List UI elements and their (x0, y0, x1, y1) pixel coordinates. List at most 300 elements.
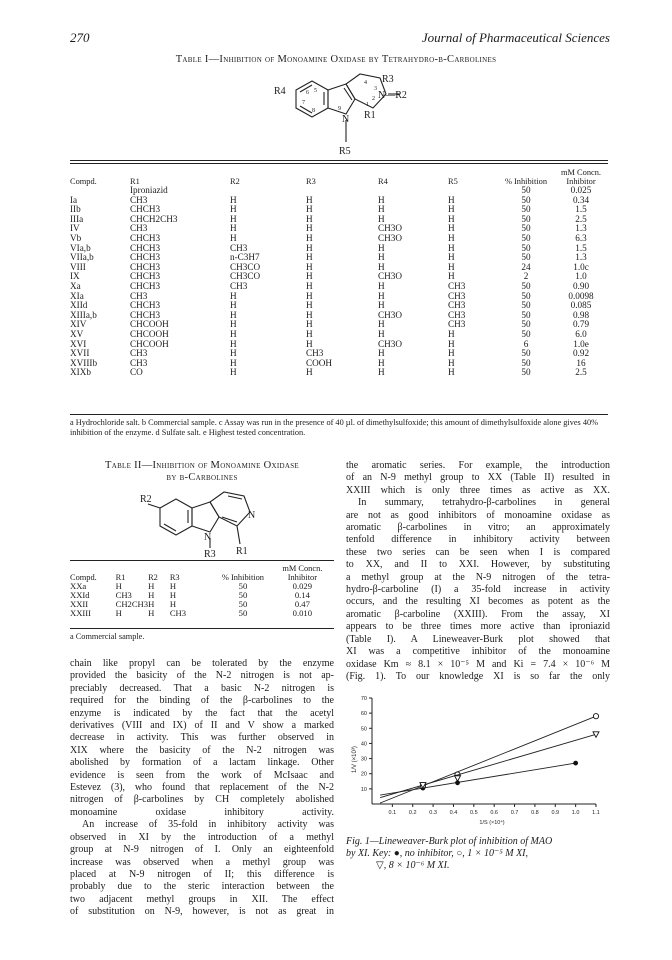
text-line: XXIII which is only three times as active as XX. (346, 484, 610, 496)
table1-cell: XIa (70, 290, 84, 301)
table1-cell: CHCH3 (130, 204, 161, 215)
table1-cell: H (448, 357, 455, 368)
text-line: of an N-9 methyl group to XX (Table II) resulted in (346, 472, 610, 484)
table1-cell: 6.3 (575, 232, 587, 243)
table1-cell (378, 186, 448, 196)
table1-cell: 50 (521, 300, 531, 311)
x-tick-label: 1.0 (571, 810, 580, 816)
text-line: preciably decreased. That a basic N-2 nitrogen is (70, 682, 334, 694)
table2-cell: H (148, 581, 155, 591)
y-axis-label: 1/V (×10³) (352, 746, 358, 773)
text-line: probably due to the steric interaction between the (70, 881, 334, 893)
table1-cell: CH3 (448, 280, 466, 291)
table1-cell: CHCH3 (130, 232, 161, 243)
table1-cell: CH3 (230, 280, 248, 291)
table1-cell: 50 (521, 290, 531, 301)
table1-cell: H (306, 338, 313, 349)
table1-row (70, 368, 608, 378)
text-line: occurs, and the resulting XI becomes as potent as the (346, 596, 610, 608)
table1-cell: H (448, 223, 455, 234)
table1-cell: H (378, 328, 385, 339)
table1-cell: 0.085 (570, 300, 592, 311)
table1-cell: H (230, 300, 237, 311)
table2-title (70, 460, 334, 484)
table1-cell (306, 186, 378, 196)
table2-cell: XXII (70, 599, 89, 609)
table2-footnote: a Commercial sample. (70, 632, 145, 641)
table1-cell: CHCH3 (130, 242, 161, 253)
text-line: are not as good inhibitors of monoamine oxidase as (346, 509, 610, 521)
y-tick-label: 70 (360, 696, 367, 702)
table1-cell: XV (70, 328, 84, 339)
table2-cell: H (148, 608, 155, 618)
table1-cell: CH3 (448, 319, 466, 330)
table2-cell: H (148, 599, 155, 609)
table1-cell: H (306, 319, 313, 330)
mol-pos-2: 2 (372, 96, 375, 102)
table1-cell: H (448, 271, 455, 282)
x-tick-label: 0.9 (551, 810, 560, 816)
table1-cell: 0.34 (572, 194, 590, 205)
y-tick-label: 20 (360, 771, 367, 778)
y-tick-label: 60 (360, 711, 367, 718)
x-tick-label: 0.3 (429, 810, 437, 816)
t2-label-n9: N (204, 532, 212, 543)
mol-label-r5: R5 (339, 146, 351, 157)
table1-cell: H (306, 271, 313, 282)
table2-cell: CH2CH3 (115, 599, 149, 609)
t2-label-r3: R3 (204, 549, 216, 558)
x-tick-label: 0.8 (531, 810, 539, 816)
table1-cell: CH3 (130, 223, 148, 234)
table2-title-line1: Table II—Inhibition of Monoamine Oxidase (105, 460, 299, 471)
right-column-text (346, 460, 610, 683)
table2-cell: XXId (70, 590, 90, 600)
table2-rule-bottom (70, 628, 334, 629)
table1-cell: 1.5 (575, 204, 587, 215)
mol-label-r1: R1 (364, 110, 376, 121)
table1-cell: H (306, 194, 313, 205)
table1-cell: 50 (521, 204, 531, 215)
table1-header (70, 168, 608, 186)
table1-cell: H (448, 367, 455, 378)
x-tick-label: 0.7 (510, 810, 519, 816)
figure-caption-line1: Fig. 1—Lineweaver-Burk plot of inhibition of MAO (346, 836, 553, 847)
table1-cell: H (448, 232, 455, 243)
table1-cell: CHCH3 (130, 261, 161, 272)
text-line: of substitution on N-9, however, is not as great in (70, 906, 334, 918)
table2-cell: CH3 (115, 590, 132, 600)
table1-cell: CHCH3 (130, 309, 161, 320)
table1-cell: H (230, 213, 237, 224)
table1-cell: 50 (521, 242, 531, 253)
y-tick-label: 10 (360, 786, 367, 793)
table1-cell: H (306, 290, 313, 301)
table2-cell: 50 (238, 581, 248, 591)
table1-cell: H (378, 213, 385, 224)
table1-cell: 6 (523, 338, 529, 349)
text-line: (Table I). A Lineweaver-Burk plot showed that (346, 633, 610, 645)
table1-col-r1: R1 (130, 177, 140, 186)
table1-cell: Ia (70, 194, 78, 205)
table1-structure (260, 70, 430, 162)
table2-cell: XXa (70, 581, 87, 591)
table1-cell: 16 (576, 357, 586, 368)
figure-caption-line2: by XI. Key: ●, no inhibitor, ○, 1 × 10⁻⁵ M XI, (346, 848, 529, 859)
data-point-triangle (455, 776, 461, 782)
table1-cell: H (306, 213, 313, 224)
table1-col-r3: R3 (306, 177, 316, 186)
data-point-filled-circle (573, 761, 578, 766)
table1-cell: 0.92 (572, 348, 590, 359)
text-line: XIX where the basicity of the N-2 nitrogen was (70, 744, 334, 756)
table1-cell: CH3 (130, 194, 148, 205)
table2-col-compd: Compd. (70, 573, 97, 582)
table2-structure (140, 488, 280, 558)
text-line: required for the binding of the β-carbolines to the (70, 695, 334, 707)
table2-cell: H (148, 590, 155, 600)
table1-cell: CH3 (130, 357, 148, 368)
text-line: An increase of 35-fold in inhibitory activity was (82, 819, 334, 831)
table1-col-inhibition: % Inhibition (504, 177, 548, 186)
table1-cell: H (306, 223, 313, 234)
table2-col-r1: R1 (115, 573, 126, 582)
table1-rule-top (70, 160, 608, 161)
table2-col-inhibition: % Inhibition (221, 573, 264, 582)
table1-cell: VIII (70, 261, 86, 272)
table1-cell: H (378, 194, 385, 205)
table1-cell: H (230, 319, 237, 330)
table1-col-r2: R2 (230, 177, 240, 186)
mol-label-n9: N (342, 114, 350, 125)
table1-cell (448, 186, 498, 196)
table1-cell: H (306, 309, 313, 320)
table2-cell: 50 (238, 590, 248, 600)
table1-cell: 2 (523, 271, 529, 282)
table1-cell: H (230, 357, 237, 368)
data-point-open-circle (593, 714, 598, 719)
table2-col-r3: R3 (169, 573, 180, 582)
text-line: appears to be three times more active than iproniazid (346, 621, 610, 633)
table1-cell: H (378, 252, 385, 263)
table1 (70, 168, 608, 378)
table1-cell: H (378, 367, 385, 378)
text-line: the aromatic series. For example, the introduction (346, 460, 610, 471)
table1-cell: H (230, 223, 237, 234)
table1-cell: 50 (521, 213, 531, 224)
table1-cell: H (306, 328, 313, 339)
table1-cell: IV (70, 223, 80, 234)
table1-cell: 24 (521, 261, 531, 272)
table1-cell: 50 (521, 319, 531, 330)
table1-cell: H (378, 357, 385, 368)
table2-col-concn: mM Concn. Inhibitor (282, 564, 323, 582)
table1-cell: 0.90 (572, 280, 590, 291)
text-line: aromatic β-carboline (XXIII). From the assay, XI (346, 608, 610, 620)
x-axis-label: 1/S (×10⁴) (479, 820, 505, 826)
table1-cell: H (230, 309, 237, 320)
table1-cell: 1.0e (573, 338, 589, 349)
table2 (70, 564, 334, 618)
table1-cell: CHCOOH (130, 328, 169, 339)
page-number: 270 (70, 30, 90, 45)
table1-footnote: a Hydrochloride salt. b Commercial sample. c Assay was run in the presence of 40 µl. of dimethylsulfoxide; this amount of dimethylsulfoxide alone gives 40% inhibition of the enzyme. d Sulfate salt. e Highest tested concentration. (70, 418, 599, 437)
table1-cell: XIId (70, 300, 88, 311)
table1-cell: CH3O (378, 309, 402, 320)
journal-title: Journal of Pharmaceutical Sciences (421, 30, 610, 45)
table2-title-line2: by β-Carbolines (166, 472, 238, 483)
text-line: nitrogen of β-carbolines by CH completely abolished (70, 794, 334, 806)
table1-cell: IIIa (70, 213, 84, 224)
table1-cell: H (448, 261, 455, 272)
table1-cell: CH3O (378, 232, 402, 243)
table1-cell: 50 (521, 309, 531, 320)
table2-body (70, 582, 334, 618)
table1-cell: Iproniazid (130, 185, 168, 195)
table1-cell: H (230, 232, 237, 243)
mol-pos-4: 4 (364, 80, 367, 86)
table1-cell: H (230, 367, 237, 378)
table1-col-r5: R5 (448, 177, 458, 186)
table1-cell: 0.0098 (568, 290, 594, 301)
table1-cell: H (378, 300, 385, 311)
table1-rule-top2 (70, 163, 608, 164)
table1-cell: CH3 (306, 348, 324, 359)
table1-cell: CH3O (378, 223, 402, 234)
table1-cell: H (306, 252, 313, 263)
text-line: In summary, tetrahydro-β-carbolines in general (358, 497, 610, 509)
x-tick-label: 0.5 (469, 810, 478, 816)
table1-body (70, 186, 608, 378)
table1-cell: H (230, 348, 237, 359)
table1-cell: CHCH3 (130, 300, 161, 311)
series-line (380, 763, 575, 795)
table1-title: Table I—Inhibition of Monoamine Oxidase by Tetrahydro-β-Carbolines (175, 54, 497, 65)
table2-cell: 0.010 (292, 608, 313, 618)
table2-col-r2: R2 (148, 573, 158, 582)
table1-cell: H (448, 328, 455, 339)
table1-cell: 50 (521, 223, 531, 234)
mol-pos-5: 5 (314, 88, 317, 94)
table1-cell: IIb (70, 204, 81, 215)
table1-cell: CH3 (130, 290, 148, 301)
table1-cell: H (448, 213, 455, 224)
table2-cell: H (169, 599, 177, 609)
table1-cell: H (306, 261, 313, 272)
table1-cell: H (448, 194, 455, 205)
table1-rule-bottom (70, 414, 608, 415)
table1-cell: Xa (70, 280, 81, 291)
table1-cell: H (378, 290, 385, 301)
y-tick-label: 30 (360, 756, 367, 763)
table1-cell: H (306, 204, 313, 215)
table1-cell: H (448, 252, 455, 263)
table1-cell: XVII (70, 348, 90, 359)
text-line: a methyl group at the N-9 nitrogen of the tetra- (346, 571, 610, 583)
table1-col-concn: mM Concn. Inhibitor (560, 168, 601, 186)
text-line: to XX, and II to XXI. However, by substituting (346, 559, 610, 571)
t2-label-r1: R1 (236, 546, 248, 557)
table1-cell: H (306, 367, 313, 378)
x-tick-label: 0.1 (388, 810, 397, 816)
table1-cell: H (378, 348, 385, 359)
table1-col-r4: R4 (378, 177, 388, 186)
table2-cell: H (169, 590, 177, 600)
text-line: hydro-β-carboline (I) a 35-fold increase in activity (346, 584, 610, 596)
table2-cell: 0.14 (294, 590, 310, 600)
table1-cell: XVIIIb (70, 357, 98, 368)
x-tick-label: 0.4 (449, 810, 458, 816)
text-line: group at N-9 nitrogen of I. Only an eighteenfold (70, 844, 334, 856)
text-line: increase was observed when a methyl group was (70, 856, 334, 868)
table1-cell (230, 186, 306, 196)
table1-cell: H (230, 194, 237, 205)
table1-cell: H (448, 242, 455, 253)
text-line: (Fig. 1). To our knowledge XI is so far the only (346, 670, 610, 682)
table1-cell: CHCOOH (130, 338, 169, 349)
table1-cell: 2.5 (575, 367, 587, 378)
mol-pos-1: 1 (366, 102, 369, 108)
table1-cell: H (378, 242, 385, 253)
table1-cell: H (230, 290, 237, 301)
table1-cell: H (448, 204, 455, 215)
table1-cell: 50 (521, 194, 531, 205)
x-tick-label: 1.1 (592, 810, 600, 816)
table1-cell: n-C3H7 (230, 252, 260, 263)
table1-cell: H (230, 204, 237, 215)
y-tick-label: 50 (360, 726, 367, 733)
table1-cell: H (378, 204, 385, 215)
table1-col-compd: Compd. (70, 177, 97, 186)
table2-header (70, 564, 334, 582)
table1-cell: 0.98 (572, 309, 590, 320)
table2-cell: XXIII (70, 608, 91, 618)
table1-cell (70, 186, 130, 196)
table1-cell: 1.0 (575, 271, 587, 282)
mol-pos-7: 7 (302, 100, 305, 106)
table1-cell: CH3CO (230, 271, 261, 282)
text-line: observed in XI by the introduction of a methyl (70, 831, 334, 843)
text-line: XI was a competitive inhibitor of the monoamine (346, 646, 610, 658)
text-line: enzyme is indicated by the fact that the acetyl (70, 707, 334, 719)
table2-cell: H (115, 581, 122, 591)
table1-cell: H (306, 242, 313, 253)
table1-cell: CH3 (230, 242, 248, 253)
x-tick-label: 0.2 (408, 810, 417, 816)
table1-cell: COOH (306, 357, 333, 368)
text-line: aromatic β-carbolines in vitro; an approximately (346, 522, 610, 534)
mol-pos-6: 6 (306, 90, 309, 96)
table1-cell: 1.0c (573, 261, 589, 272)
text-line: chain like propyl can be tolerated by the enzyme (70, 658, 334, 669)
table1-cell: H (378, 319, 385, 330)
series-line (380, 734, 596, 797)
text-line: oxidase Km ≈ 8.1 × 10⁻⁵ M and Ki = 7.4 × 10⁻⁶ M (346, 658, 610, 670)
table2-cell: H (169, 581, 177, 591)
text-line: provided the basicity of the N-2 nitrogen is not ap- (70, 670, 334, 682)
text-line: placed at N-9 nitrogen of II; this difference is (70, 868, 334, 880)
table1-cell: 1.5 (575, 242, 587, 253)
figure-caption-line3: ▽, 8 × 10⁻⁶ M XI. (376, 860, 450, 871)
table1-cell: CH3O (378, 271, 402, 282)
table1-cell: 50 (521, 232, 531, 243)
table1-cell: CHCH2CH3 (130, 213, 178, 224)
table1-cell: CH3 (448, 290, 466, 301)
text-line: two adjacent methyl groups in XII. The effect (70, 893, 334, 905)
table2-cell: 0.47 (294, 599, 310, 609)
table1-cell: 50 (521, 357, 531, 368)
y-tick-label: 40 (360, 741, 367, 748)
mol-pos-3: 3 (374, 86, 377, 92)
mol-pos-8: 8 (312, 108, 315, 114)
table1-cell: CHCH3 (130, 252, 161, 263)
text-line: evidence is seen from the work of McIsaac and (70, 769, 334, 781)
series-line (380, 716, 596, 803)
table1-cell: IX (70, 271, 80, 282)
table1-cell: 0.025 (570, 185, 592, 195)
table1-cell: CH3O (378, 338, 402, 349)
table1-cell: CHCH3 (130, 271, 161, 282)
table1-cell: CH3 (448, 309, 466, 320)
table1-cell: XIV (70, 319, 87, 330)
table1-cell: CH3CO (230, 261, 261, 272)
table1-cell: 50 (521, 348, 531, 359)
figure-1-caption (346, 836, 610, 872)
table1-cell: 50 (521, 280, 531, 291)
table1-cell: 50 (521, 328, 531, 339)
table1-cell: H (448, 338, 455, 349)
table1-cell: XVI (70, 338, 87, 349)
table1-cell: CHCH3 (130, 280, 161, 291)
t2-label-n2: N (248, 510, 256, 521)
table1-cell: 1.3 (575, 252, 587, 263)
table1-cell: H (378, 280, 385, 291)
table1-cell: 0.79 (572, 319, 590, 330)
mol-label-nr2: N—R2 (378, 90, 407, 101)
table1-cell: H (230, 328, 237, 339)
table2-cell: 50 (238, 608, 248, 618)
table1-cell: VIa,b (70, 242, 91, 253)
table1-cell: Vb (70, 232, 82, 243)
table2-row (70, 609, 334, 618)
left-column-text (70, 658, 334, 919)
t2-label-r2: R2 (140, 494, 152, 505)
table1-cell: 50 (521, 252, 531, 263)
x-tick-label: 0.6 (490, 810, 499, 816)
table1-cell: H (306, 300, 313, 311)
table2-cell: CH3 (169, 608, 187, 618)
text-line: these two series can be seen when I is compared (346, 546, 610, 558)
table1-cell: 6.0 (575, 328, 587, 339)
table1-cell: CO (130, 367, 143, 378)
table1-cell: XIIIa,b (70, 309, 97, 320)
text-line: monoamine oxidase inhibitory activity. (70, 806, 334, 818)
text-line: abolished by formation of a lactam linkage. Other (70, 757, 334, 769)
table1-cell: 50 (521, 185, 531, 195)
figure-1-chart (346, 692, 608, 832)
table1-cell: H (448, 348, 455, 359)
text-line: Estevez (3), who found that replacement of the N-2 (70, 782, 334, 794)
table1-cell: CH3 (448, 300, 466, 311)
table2-rule-top (70, 560, 334, 561)
table1-cell: H (378, 261, 385, 272)
table1-cell: 1.3 (575, 223, 587, 234)
text-line: derivatives (VIII and IX) of II and V show a marked (70, 720, 334, 732)
table1-cell: H (230, 338, 237, 349)
table1-cell: H (306, 280, 313, 291)
table1-cell: 2.5 (575, 213, 587, 224)
table1-cell: CH3 (130, 348, 148, 359)
